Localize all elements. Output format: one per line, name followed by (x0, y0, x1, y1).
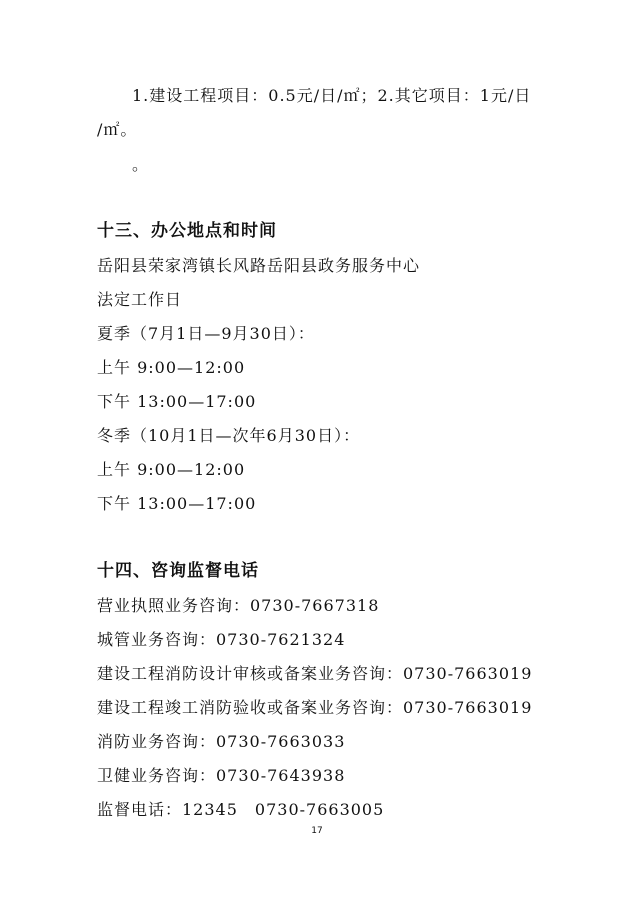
page-number: 17 (311, 826, 323, 836)
winter-am: 上午 9:00—12:00 (97, 460, 246, 479)
office-address: 岳阳县荣家湾镇长风路岳阳县政务服务中心 (97, 256, 421, 275)
phone-line: 建设工程竣工消防验收或备案业务咨询：0730-7663019 (97, 698, 533, 717)
summer-am: 上午 9:00—12:00 (97, 358, 246, 377)
phone-line: 建设工程消防设计审核或备案业务咨询：0730-7663019 (97, 664, 533, 683)
fee-line-3: 。 (132, 155, 150, 174)
phone-line: 卫健业务咨询：0730-7643938 (97, 766, 346, 785)
phone-line: 监督电话：12345 0730-7663005 (97, 800, 385, 819)
workdays: 法定工作日 (97, 290, 183, 309)
phone-line: 消防业务咨询：0730-7663033 (97, 732, 346, 751)
winter-pm: 下午 13:00—17:00 (97, 494, 257, 513)
summer-title: 夏季（7月1日—9月30日）： (97, 324, 315, 343)
fee-line-2: /㎡。 (97, 120, 138, 139)
phone-line: 营业执照业务咨询：0730-7667318 (97, 596, 380, 615)
phone-line: 城管业务咨询：0730-7621324 (97, 630, 346, 649)
section-14-heading: 十四、咨询监督电话 (97, 561, 259, 581)
summer-pm: 下午 13:00—17:00 (97, 392, 257, 411)
section-13-heading: 十三、办公地点和时间 (97, 221, 277, 241)
fee-line-1: 1.建设工程项目：0.5元/日/㎡；2.其它项目：1元/日 (132, 86, 532, 105)
winter-title: 冬季（10月1日—次年6月30日）： (97, 426, 361, 445)
